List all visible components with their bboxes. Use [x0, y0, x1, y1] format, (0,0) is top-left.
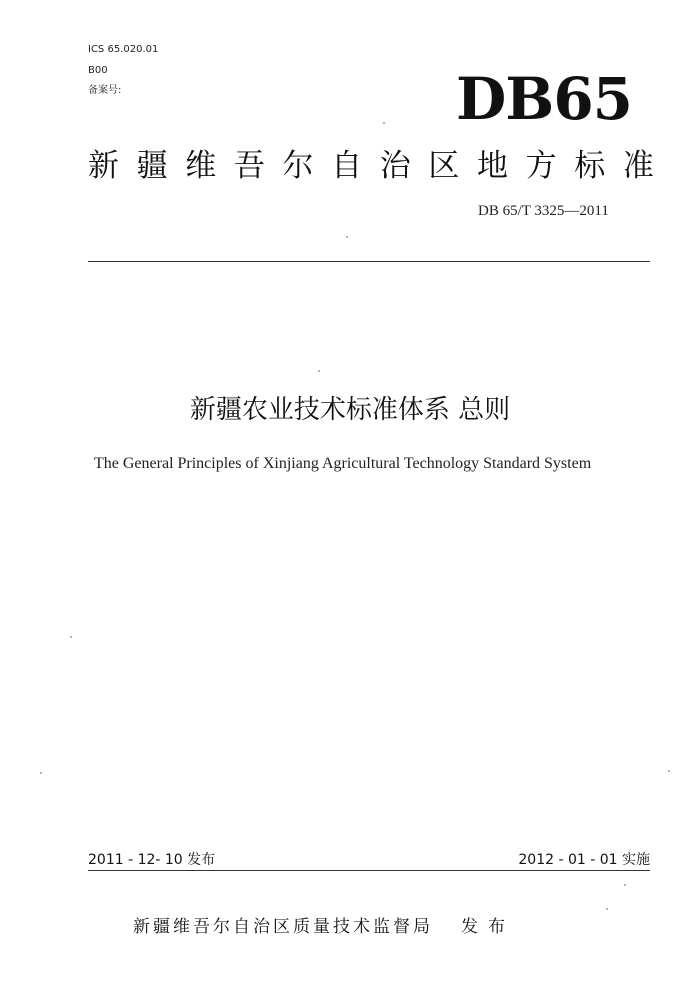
scan-speck	[70, 636, 72, 638]
standard-type-heading	[88, 146, 654, 186]
scan-speck	[346, 236, 348, 238]
scan-speck	[383, 122, 385, 124]
standard-number: DB 65/T 3325—2011	[478, 203, 609, 219]
standard-type-char: 疆	[136, 148, 168, 184]
bottom-divider	[88, 870, 650, 871]
scan-speck	[40, 772, 42, 774]
scan-speck	[624, 884, 626, 886]
classification-code: B00	[88, 65, 108, 76]
standard-type-char: 自	[331, 148, 363, 184]
scan-speck	[668, 770, 670, 772]
issue-label: 发布	[461, 917, 515, 937]
document-title-english: The General Principles of Xinjiang Agricultural Technology Standard System	[94, 455, 592, 472]
standard-type-char: 准	[622, 148, 654, 184]
top-divider	[88, 261, 650, 262]
issuing-authority: 新疆维吾尔自治区质量技术监督局	[133, 917, 433, 937]
standard-type-char: 方	[525, 148, 557, 184]
standard-type-char: 标	[574, 148, 606, 184]
issue-date: 2011 - 12- 10 发布	[88, 852, 216, 868]
record-number-label: 备案号:	[88, 85, 122, 96]
standard-type-char: 地	[477, 148, 508, 184]
standard-type-char: 新	[88, 148, 119, 184]
standard-type-char: 维	[185, 148, 217, 184]
scan-speck	[606, 908, 608, 910]
standard-type-char: 尔	[282, 148, 314, 184]
standard-type-char: 吾	[233, 148, 265, 184]
issuer-line	[133, 916, 515, 938]
standard-type-char: 区	[428, 148, 460, 184]
implementation-date: 2012 - 01 - 01 实施	[518, 852, 650, 868]
ics-code: ICS 65.020.01	[88, 44, 159, 55]
db65-logo: DB65	[456, 65, 633, 133]
scan-speck	[318, 370, 320, 372]
document-title-chinese: 新疆农业技术标准体系 总则	[189, 395, 511, 425]
standard-type-char: 治	[379, 148, 411, 184]
